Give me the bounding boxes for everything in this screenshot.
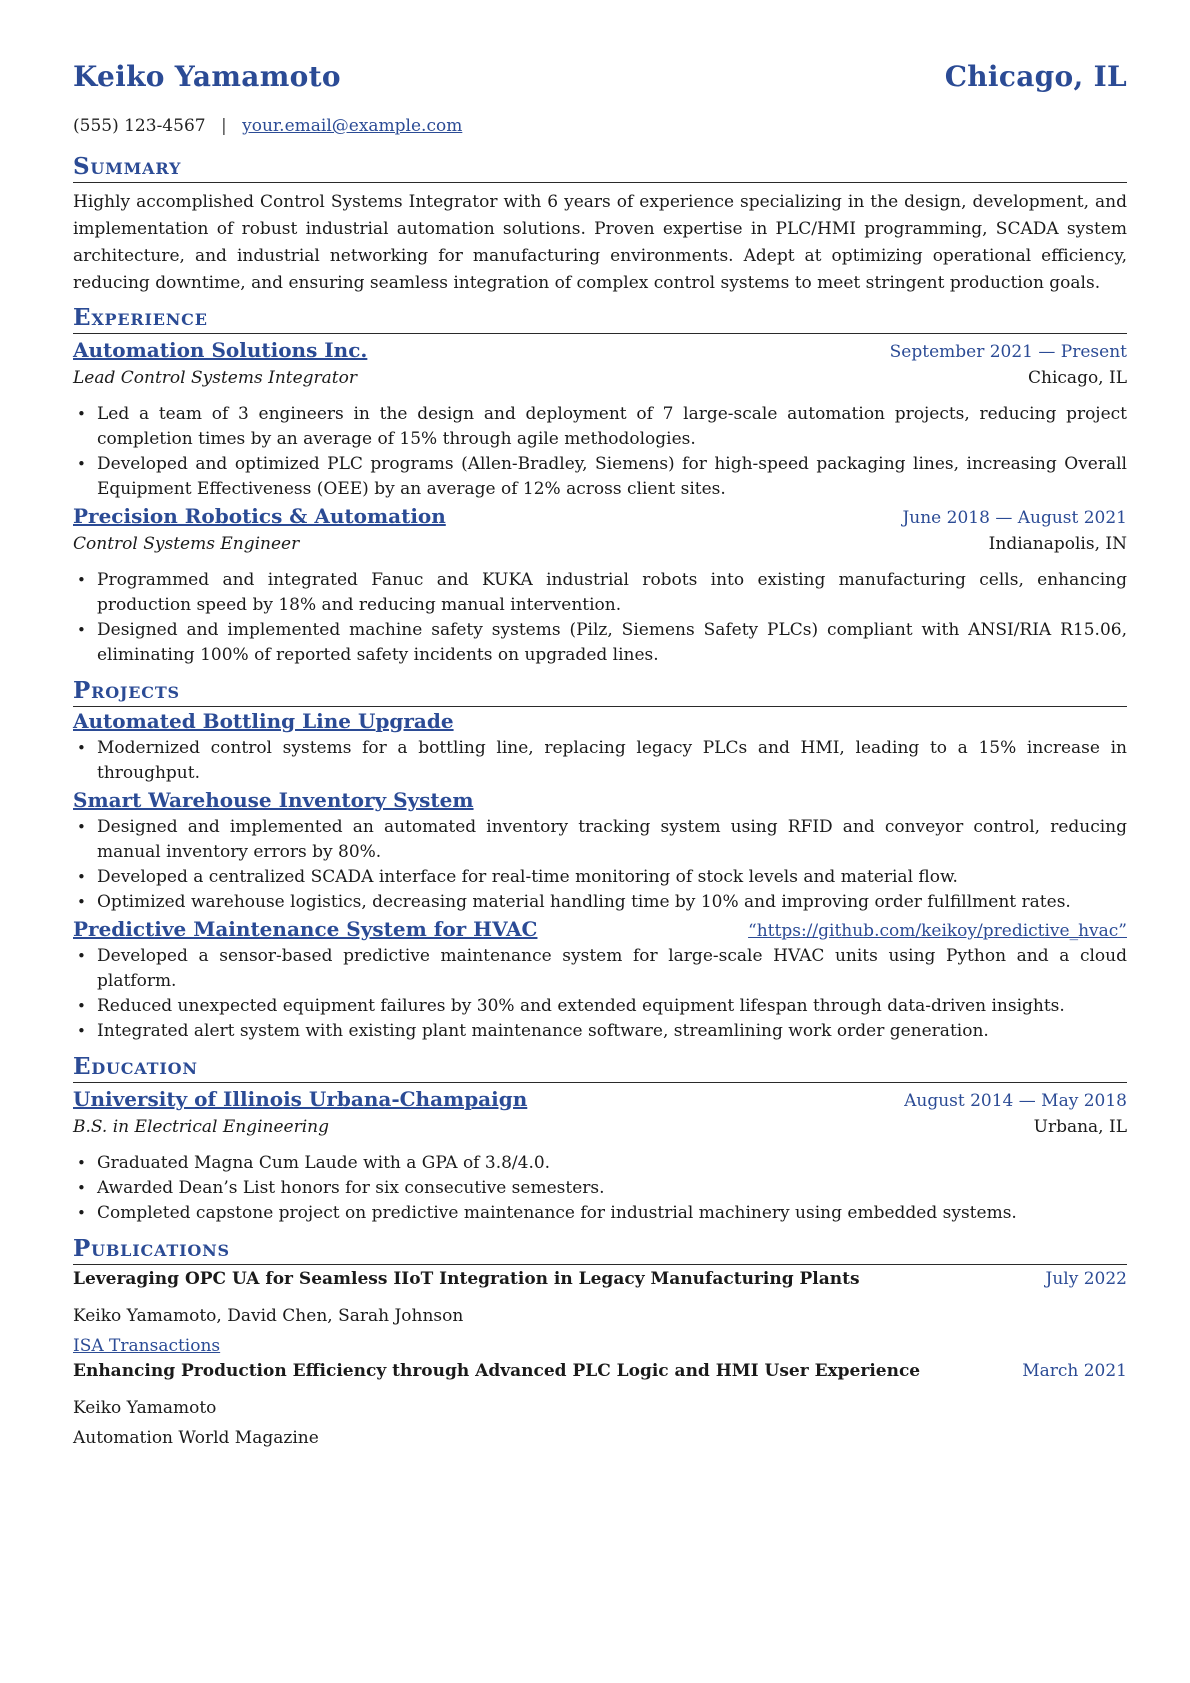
project-repo-link[interactable]: “https://github.com/keikoy/predictive_hvac” [748,921,1127,941]
publication-title: Enhancing Production Efficiency through Advanced PLC Logic and HMI User Experience [73,1361,921,1381]
bullet-item: • Designed and implemented machine safety systems (Pilz, Siemens Safety PLCs) compliant with ANSI/RIA R15.06, eliminating 100% of reported safety incidents on upgraded lines. [97,618,1127,668]
bullet-list [73,1151,1127,1226]
bullet-item: • Developed a centralized SCADA interface for real-time monitoring of stock levels and material flow. [97,865,1127,890]
bullet-item: • Developed and optimized PLC programs (Allen-Bradley, Siemens) for high-speed packaging lines, increasing Overall Equipment Effectiveness (OEE) by an average of 12% across client sites. [97,452,1127,502]
education-dates: August 2014 — May 2018 [904,1091,1127,1111]
project-title-link[interactable]: Predictive Maintenance System for HVAC [73,917,538,941]
publication-date: July 2022 [1045,1269,1127,1289]
project-entry [73,788,1127,915]
section-title: Projects [73,677,180,704]
education-entry [73,1087,1127,1226]
bullet-item: • Programmed and integrated Fanuc and KUKA industrial robots into existing manufacturing cells, enhancing production speed by 18% and reducing manual intervention. [97,568,1127,618]
publication-date: March 2021 [1022,1361,1127,1381]
company-link[interactable]: Automation Solutions Inc. [73,338,368,362]
email-link[interactable]: your.email@example.com [242,116,463,136]
school-location: Urbana, IL [1033,1117,1127,1137]
section-title: Summary [73,153,182,180]
publication-venue-link[interactable]: ISA Transactions [73,1336,221,1356]
bullet-item: • Modernized control systems for a bottling line, replacing legacy PLCs and HMI, leading to a 15% increase in throughput. [97,736,1127,786]
experience-entry [73,338,1127,502]
publication-venue: Automation World Magazine [73,1428,319,1448]
section-header-experience [73,303,1127,334]
bullet-list [73,568,1127,668]
project-title-link[interactable]: Automated Bottling Line Upgrade [73,709,454,733]
publication-authors: Keiko Yamamoto [73,1398,217,1418]
bullet-item: • Awarded Dean’s List honors for six consecutive semesters. [97,1176,1127,1201]
bullet-item: • Reduced unexpected equipment failures by 30% and extended equipment lifespan through data-driven insights. [97,994,1127,1019]
summary-text: Highly accomplished Control Systems Integrator with 6 years of experience specializing in the design, development, and implementation of robust industrial automation solutions. Proven expertise in PLC/HMI programming, SCADA system architecture, and industrial networking for manufacturing environments. Adept at optimizing operational efficiency, reducing downtime, and ensuring seamless integration of complex control systems to meet stringent production goals. [73,192,1127,293]
publication-entry [73,1269,1127,1361]
bullet-list [73,736,1127,786]
candidate-name: Keiko Yamamoto [73,60,341,93]
project-entry [73,917,1127,1044]
bullet-item: • Optimized warehouse logistics, decreasing material handling time by 10% and improving order fulfillment rates. [97,890,1127,915]
section-header-projects [73,676,1127,707]
publication-authors: Keiko Yamamoto, David Chen, Sarah Johnson [73,1306,464,1326]
job-location: Indianapolis, IN [988,534,1127,554]
employment-dates: June 2018 — August 2021 [902,508,1127,528]
section-header-publications [73,1234,1127,1265]
employment-dates: September 2021 — Present [889,342,1127,362]
publication-entry [73,1361,1127,1453]
bullet-list [73,944,1127,1044]
section-title: Experience [73,304,208,331]
company-link[interactable]: Precision Robotics & Automation [73,504,446,528]
section-title: Publications [73,1235,230,1262]
bullet-item: • Integrated alert system with existing plant maintenance software, streamlining work order generation. [97,1019,1127,1044]
degree: B.S. in Electrical Engineering [73,1117,329,1137]
bullet-item: • Graduated Magna Cum Laude with a GPA of 3.8/4.0. [97,1151,1127,1176]
job-title: Lead Control Systems Integrator [73,368,358,388]
contact-separator: | [220,116,227,136]
project-entry [73,709,1127,786]
resume-header [73,60,1127,104]
resume-page [73,60,1127,1453]
bullet-item: • Developed a sensor-based predictive maintenance system for large-scale HVAC units using Python and a cloud platform. [97,944,1127,994]
publication-title: Leveraging OPC UA for Seamless IIoT Integration in Legacy Manufacturing Plants [73,1269,860,1289]
section-header-summary [73,152,1127,183]
bullet-item: • Led a team of 3 engineers in the design and deployment of 7 large-scale automation projects, reducing project completion times by an average of 15% through agile methodologies. [97,402,1127,452]
job-title: Control Systems Engineer [73,534,300,554]
bullet-item: • Completed capstone project on predictive maintenance for industrial machinery using embedded systems. [97,1201,1127,1226]
section-title: Education [73,1053,198,1080]
contact-line [73,116,1127,142]
candidate-location: Chicago, IL [944,60,1127,93]
job-location: Chicago, IL [1028,368,1127,388]
experience-entry [73,504,1127,668]
bullet-item: • Designed and implemented an automated inventory tracking system using RFID and conveyor control, reducing manual inventory errors by 80%. [97,815,1127,865]
school-link[interactable]: University of Illinois Urbana-Champaign [73,1087,528,1111]
bullet-list [73,402,1127,502]
bullet-list [73,815,1127,915]
section-header-education [73,1052,1127,1083]
project-title-link[interactable]: Smart Warehouse Inventory System [73,788,474,812]
phone-number: (555) 123-4567 [73,116,206,136]
